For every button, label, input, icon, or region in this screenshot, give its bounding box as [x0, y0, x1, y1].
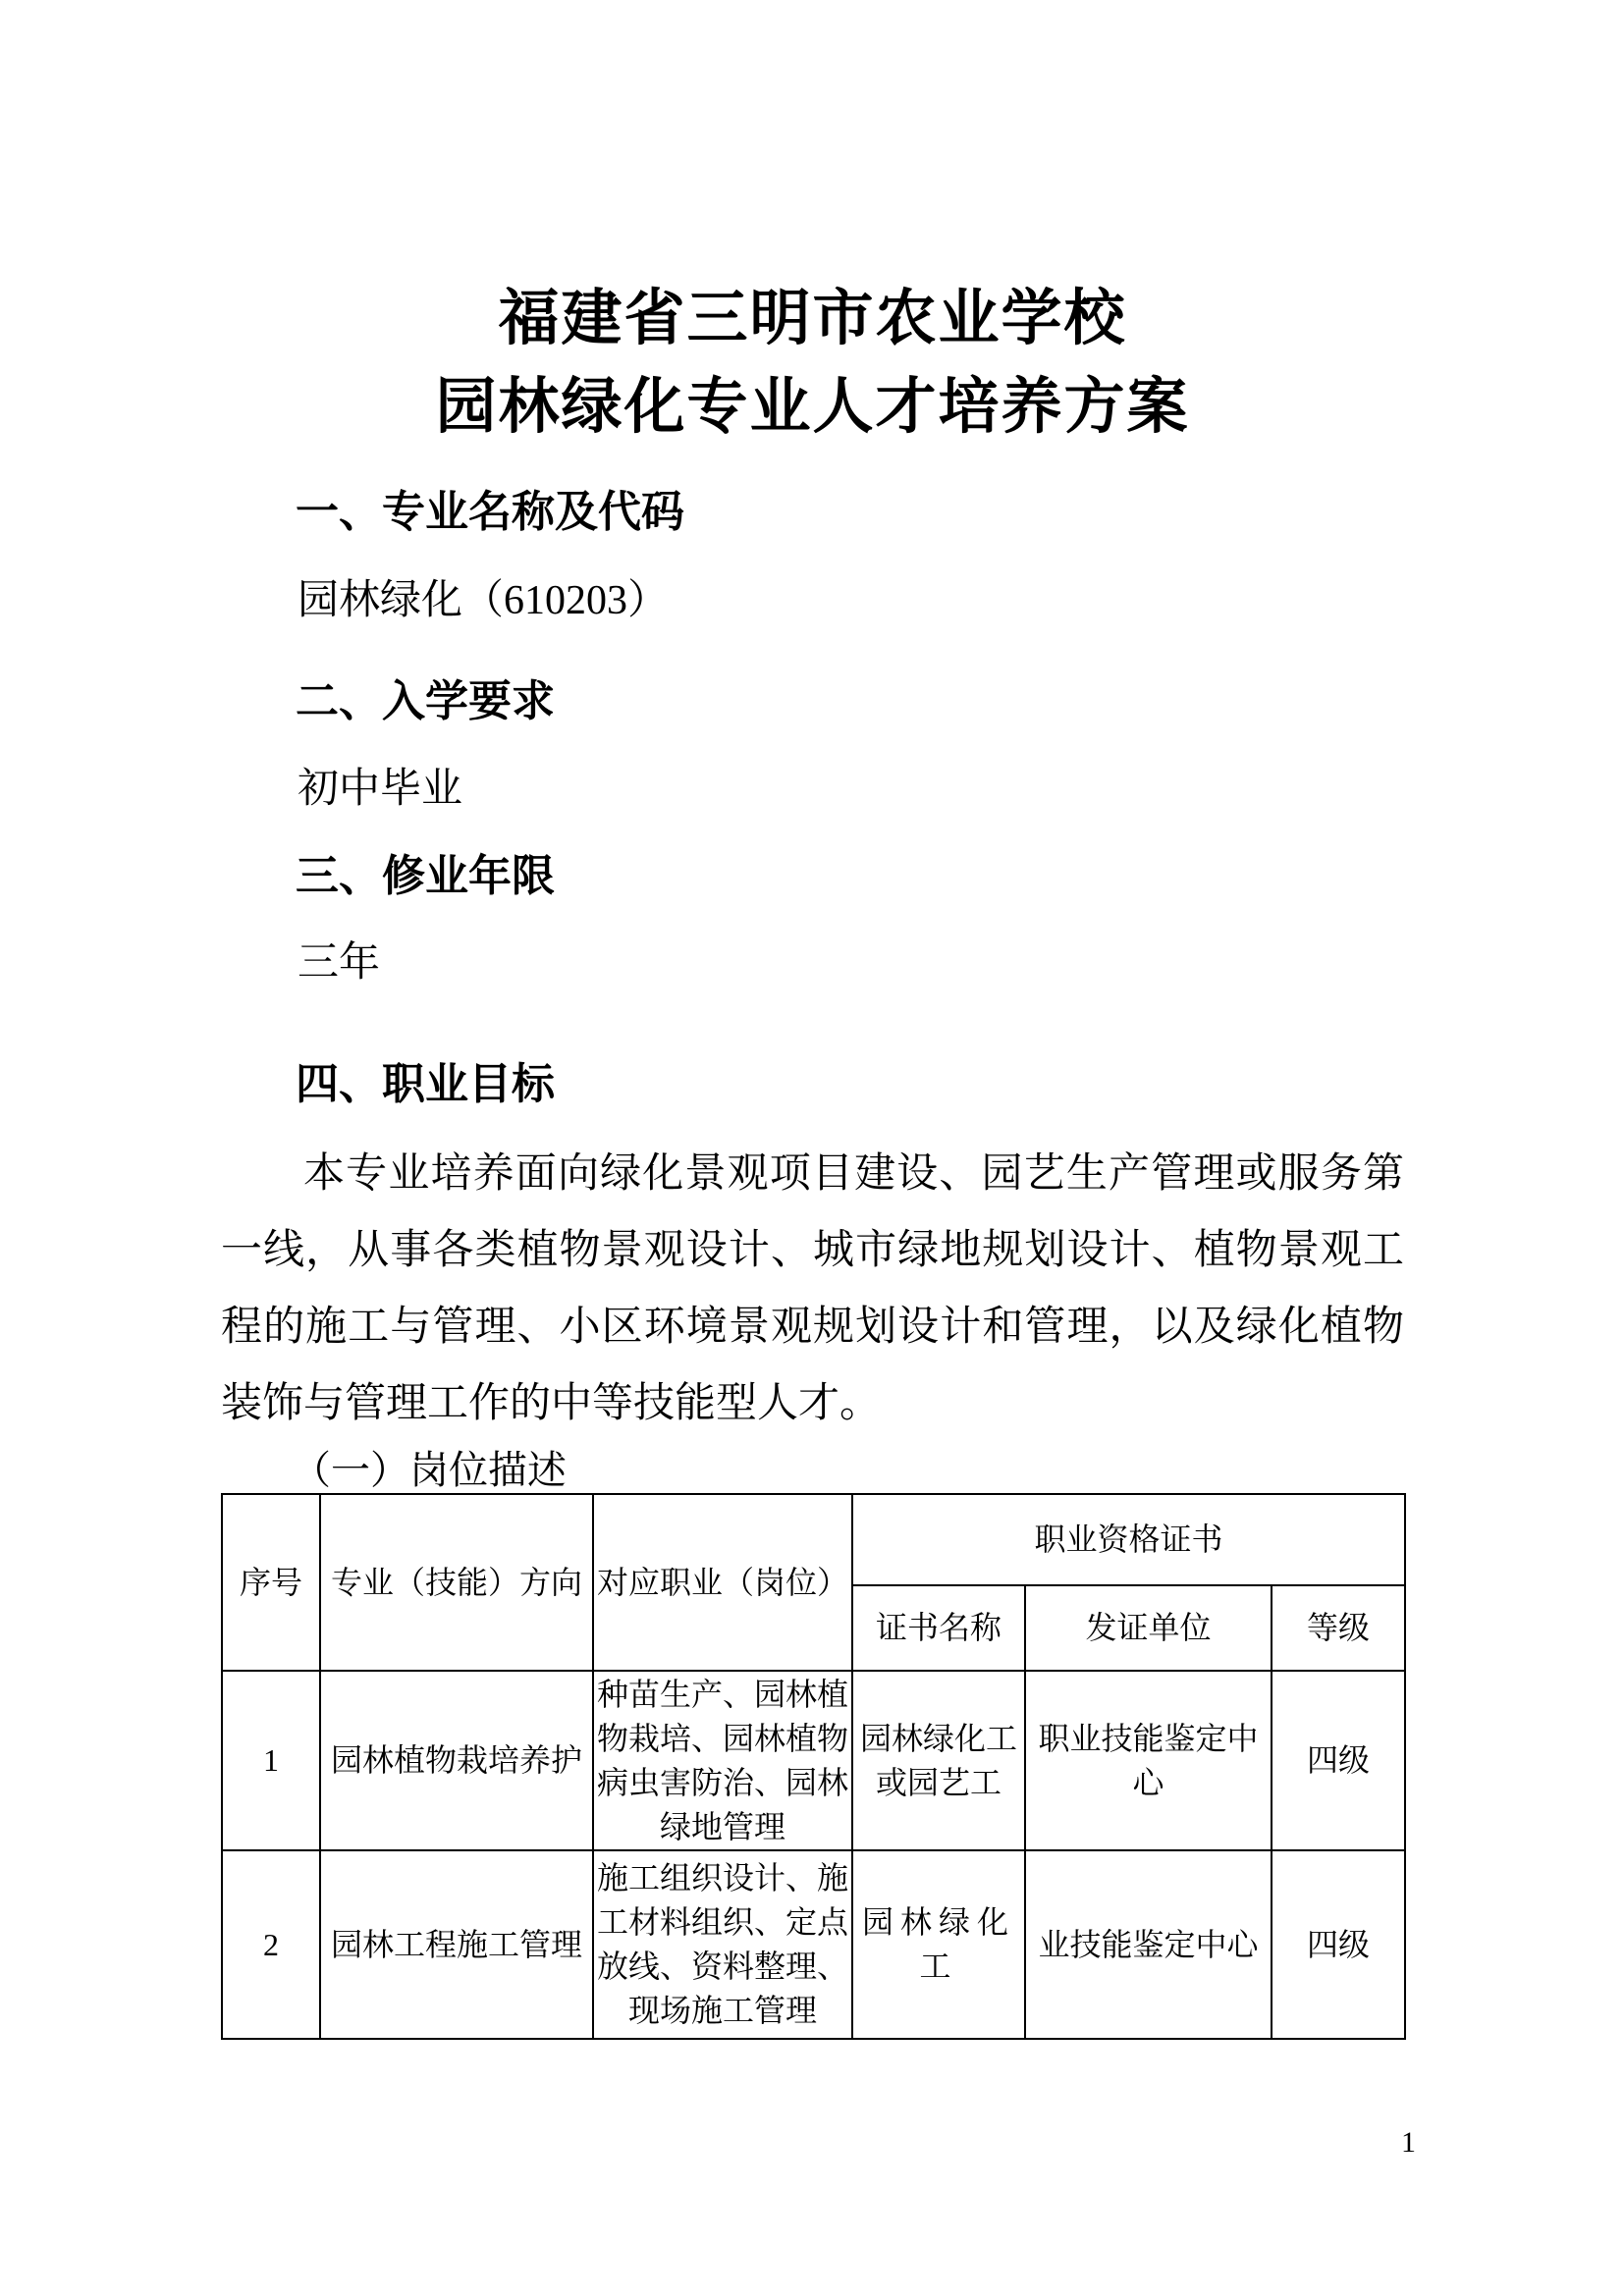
table-header-row-1 [222, 1494, 1405, 1585]
cell-skill-direction: 园林植物栽培养护 [320, 1671, 593, 1850]
document-title [221, 275, 1404, 452]
section-body-career-goal: 本专业培养面向绿化景观项目建设、园艺生产管理或服务第一线，从事各类植物景观设计、城市绿地规划设计、植物景观工程的施工与管理、小区环境景观规划设计和管理，以及绿化植物装饰与管理工作的中等技能型人才。 [221, 1151, 1404, 1426]
table-row [222, 1671, 1405, 1850]
section-heading-career-goal: 四、职业目标 [296, 1060, 555, 1108]
cell-issuing-unit: 职业技能鉴定中心 [1025, 1671, 1272, 1850]
cell-index: 1 [222, 1671, 320, 1850]
table-header-skill-direction: 专业（技能）方向 [320, 1494, 593, 1671]
subsection-heading-position-description: （一）岗位描述 [292, 1448, 567, 1492]
section-heading-duration: 三、修业年限 [296, 852, 555, 900]
cell-issuing-unit: 业技能鉴定中心 [1025, 1850, 1272, 2039]
table-header-level: 等级 [1272, 1585, 1405, 1671]
section-body-duration: 三年 [298, 940, 381, 986]
table-header-certificate-group: 职业资格证书 [852, 1494, 1405, 1585]
document-title-line1: 福建省三明市农业学校 [498, 286, 1127, 352]
section-body-admission: 初中毕业 [298, 767, 463, 812]
table-row [222, 1850, 1405, 2039]
document-content [0, 275, 1624, 2040]
section-heading-major-name: 一、专业名称及代码 [296, 488, 684, 536]
cell-index: 2 [222, 1850, 320, 2039]
cell-level: 四级 [1272, 1671, 1405, 1850]
document-title-line2: 园林绿化专业人才培养方案 [435, 374, 1190, 441]
cell-corresponding-jobs: 种苗生产、园林植物栽培、园林植物病虫害防治、园林绿地管理 [593, 1671, 852, 1850]
table-header-certificate-name: 证书名称 [852, 1585, 1025, 1671]
table-header-corresponding-jobs: 对应职业（岗位） [593, 1494, 852, 1671]
cell-corresponding-jobs: 施工组织设计、施工材料组织、定点放线、资料整理、现场施工管理 [593, 1850, 852, 2039]
positions-table [221, 1493, 1406, 2040]
cell-skill-direction: 园林工程施工管理 [320, 1850, 593, 2039]
cell-certificate-name: 园林绿化工 [852, 1850, 1025, 2039]
section-body-major-name: 园林绿化（610203） [298, 578, 670, 623]
page-number: 1 [1401, 2126, 1416, 2159]
section-heading-admission: 二、入学要求 [296, 677, 555, 725]
table-header-issuing-unit: 发证单位 [1025, 1585, 1272, 1671]
table-header-index: 序号 [222, 1494, 320, 1671]
cell-certificate-name: 园林绿化工或园艺工 [852, 1671, 1025, 1850]
cell-level: 四级 [1272, 1850, 1405, 2039]
